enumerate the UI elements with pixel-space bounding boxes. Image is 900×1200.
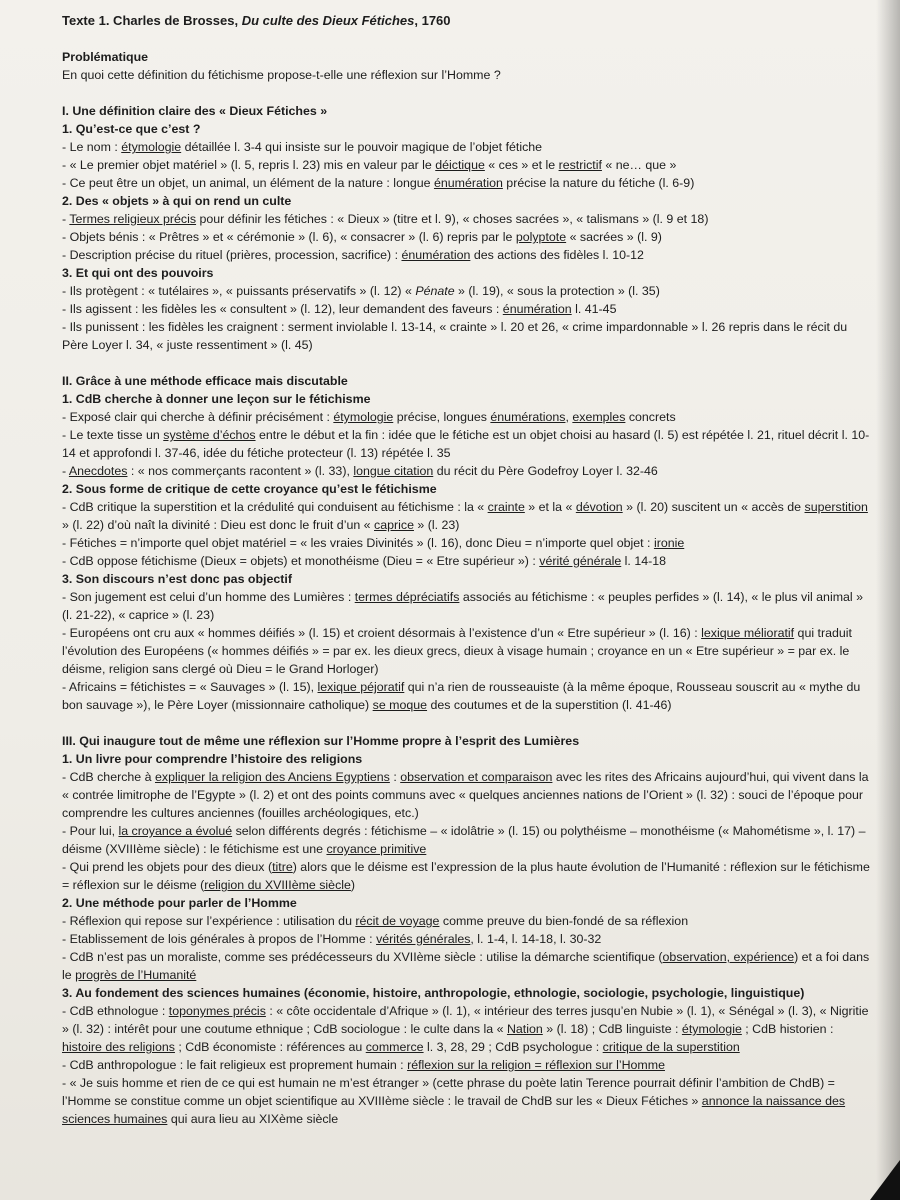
paragraph-line: - Ce peut être un objet, un animal, un élément de la nature : longue énumération précise la nature du fétiche (l. 6-9) bbox=[62, 176, 695, 190]
paragraph-line: - Pour lui, la croyance a évolué selon différents degrés : fétichisme – « idolâtrie » (l. 15) ou polythéisme – monothéisme (« Mahométisme », l. 17) – déisme (XVIIIème siècle) : le fétichisme est une croyance primitive bbox=[62, 824, 866, 856]
paragraph-line: - Termes religieux précis pour définir les fétiches : « Dieux » (titre et l. 9), « choses sacrées », « talismans » (l. 9 et 18) bbox=[62, 212, 709, 226]
paragraph-line: - Réflexion qui repose sur l’expérience : utilisation du récit de voyage comme preuve du bien-fondé de sa réflexion bbox=[62, 914, 689, 928]
section-1-sub-2: 2. Des « objets » à qui on rend un culte bbox=[62, 194, 292, 208]
section-1-sub-1: 1. Qu’est-ce que c’est ? bbox=[62, 122, 201, 136]
paragraph-line: - Européens ont cru aux « hommes déifiés » (l. 15) et croient désormais à l’existence d’un « Etre supérieur » (l. 16) : lexique mélioratif qui traduit l’évolution des Européens (« hommes déifiés » = par ex. les dieux grecs, dieux à visage humain ; croyance en un « Etre supérieur » = par ex. le déisme, religion sans clergé où Dieu = le Grand Horloger) bbox=[62, 626, 852, 676]
problematique-heading: Problématique bbox=[62, 50, 149, 64]
paragraph-line: - CdB cherche à expliquer la religion des Anciens Egyptiens : observation et comparaison avec les rites des Africains aujourd’hui, qui vivent dans la « contrée limitrophe de l’Egypte » (l. 2) et ont des points communs avec « quelques anciennes nations de l’Orient » (l. 32) : souci de l’époque pour comprendre les cultures anciennes (fouilles archéologiques, etc.) bbox=[62, 770, 869, 820]
page-edge-shadow bbox=[876, 0, 900, 1200]
paragraph-line: - CdB n’est pas un moraliste, comme ses prédécesseurs du XVIIème siècle : utilise la démarche scientifique (observation, expérience) et a foi dans le progrès de l’Humanité bbox=[62, 950, 870, 982]
section-3-heading: III. Qui inaugure tout de même une réflexion sur l’Homme propre à l’esprit des Lumières bbox=[62, 734, 580, 748]
section-3-sub-2: 2. Une méthode pour parler de l’Homme bbox=[62, 896, 297, 910]
paragraph-line: - Qui prend les objets pour des dieux (titre) alors que le déisme est l’expression de la plus haute évolution de l’Humanité : réflexion sur le fétichisme = réflexion sur le déisme (religion du XVIIIème siècle) bbox=[62, 860, 870, 892]
paragraph-line: - Ils agissent : les fidèles les « consultent » (l. 12), leur demandent des faveurs : énumération l. 41-45 bbox=[62, 302, 617, 316]
paragraph-line: - Africains = fétichistes = « Sauvages » (l. 15), lexique péjoratif qui n’a rien de rousseauiste (à la même époque, Rousseau souscrit au « mythe du bon sauvage »), le Père Loyer (missionnaire catholique) se moque des coutumes et de la superstition (l. 41-46) bbox=[62, 680, 861, 712]
section-2-sub-1: 1. CdB cherche à donner une leçon sur le fétichisme bbox=[62, 392, 371, 406]
paragraph-line: - Objets bénis : « Prêtres » et « cérémonie » (l. 6), « consacrer » (l. 6) repris par le polyptote « sacrées » (l. 9) bbox=[62, 230, 662, 244]
paragraph-line: - CdB ethnologue : toponymes précis : « côte occidentale d’Afrique » (l. 1), « intérieur des terres jusqu’en Nubie » (l. 1), « Sénégal » (l. 3), « Nigritie » (l. 32) : intérêt pour une coutume ethnique ; CdB sociologue : le culte dans la « Nation » (l. 18) ; CdB linguiste : étymologie ; CdB historien : histoire des religions ; CdB économiste : références au commerce l. 3, 28, 29 ; CdB psychologue : critique de la superstition bbox=[62, 1004, 869, 1054]
section-1-heading: I. Une définition claire des « Dieux Fétiches » bbox=[62, 104, 328, 118]
paragraph-line: - CdB oppose fétichisme (Dieux = objets) et monothéisme (Dieu = « Etre supérieur ») : vérité générale l. 14-18 bbox=[62, 554, 667, 568]
section-2-heading: II. Grâce à une méthode efficace mais discutable bbox=[62, 374, 348, 388]
section-3-sub-1: 1. Un livre pour comprendre l’histoire des religions bbox=[62, 752, 363, 766]
paragraph-line: - Etablissement de lois générales à propos de l’Homme : vérités générales, l. 1-4, l. 14-18, l. 30-32 bbox=[62, 932, 602, 946]
paragraph-line: - Ils protègent : « tutélaires », « puissants préservatifs » (l. 12) « Pénate » (l. 19), « sous la protection » (l. 35) bbox=[62, 284, 660, 298]
paragraph-line: - « Je suis homme et rien de ce qui est humain ne m’est étranger » (cette phrase du poète latin Terence pourrait définir l’ambition de ChdB) = l’Homme se constitue comme un objet scientifique au XVIIIème siècle : le travail de ChdB sur les « Dieux Fétiches » annonce la naissance des sciences humaines qui aura lieu au XIXème siècle bbox=[62, 1076, 846, 1126]
paragraph-line: - Le texte tisse un système d’échos entre le début et la fin : idée que le fétiche est un objet choisi au hasard (l. 5) est répétée l. 21, rituel décrit l. 10-14 et approfondi l. 37-46, idée du fétiche protecteur (l. 13) répétée l. 35 bbox=[62, 428, 870, 460]
document-title: Texte 1. Charles de Brosses, Du culte des Dieux Fétiches, 1760 bbox=[62, 13, 451, 28]
section-2-sub-2: 2. Sous forme de critique de cette croyance qu’est le fétichisme bbox=[62, 482, 437, 496]
paragraph-line: - Ils punissent : les fidèles les craignent : serment inviolable l. 13-14, « crainte » l. 20 et 26, « crime impardonnable » l. 26 repris dans le récit du Père Loyer l. 34, « juste ressentiment » (l. 45) bbox=[62, 320, 848, 352]
paragraph-line: - Son jugement est celui d’un homme des Lumières : termes dépréciatifs associés au fétichisme : « peuples perfides » (l. 14), « le plus vil animal » (l. 21-22), « caprice » (l. 23) bbox=[62, 590, 863, 622]
section-1-sub-3: 3. Et qui ont des pouvoirs bbox=[62, 266, 214, 280]
section-2-sub-3: 3. Son discours n’est donc pas objectif bbox=[62, 572, 292, 586]
paragraph-line: - Le nom : étymologie détaillée l. 3-4 qui insiste sur le pouvoir magique de l’objet fétiche bbox=[62, 140, 543, 154]
paragraph-line: - Anecdotes : « nos commerçants racontent » (l. 33), longue citation du récit du Père Godefroy Loyer l. 32-46 bbox=[62, 464, 658, 478]
section-3-sub-3: 3. Au fondement des sciences humaines (économie, histoire, anthropologie, ethnologie, sociologie, psychologie, linguistique) bbox=[62, 986, 805, 1000]
paragraph-line: - CdB critique la superstition et la crédulité qui conduisent au fétichisme : la « crainte » et la « dévotion » (l. 20) suscitent un « accès de superstition » (l. 22) d’où naît la divinité : Dieu est donc le fruit d’un « caprice » (l. 23) bbox=[62, 500, 868, 532]
paragraph-line: - Description précise du rituel (prières, procession, sacrifice) : énumération des actions des fidèles l. 10-12 bbox=[62, 248, 644, 262]
paragraph-line: - CdB anthropologue : le fait religieux est proprement humain : réflexion sur la religion = réflexion sur l’Homme bbox=[62, 1058, 665, 1072]
paragraph-line: - Exposé clair qui cherche à définir précisément : étymologie précise, longues énumérations, exemples concrets bbox=[62, 410, 676, 424]
paragraph-line: - Fétiches = n’importe quel objet matériel = « les vraies Divinités » (l. 16), donc Dieu = n’importe quel objet : ironie bbox=[62, 536, 685, 550]
problematique-question: En quoi cette définition du fétichisme propose-t-elle une réflexion sur l’Homme ? bbox=[62, 68, 501, 82]
paragraph-line: - « Le premier objet matériel » (l. 5, repris l. 23) mis en valeur par le déictique « ces » et le restrictif « ne… que » bbox=[62, 158, 677, 172]
